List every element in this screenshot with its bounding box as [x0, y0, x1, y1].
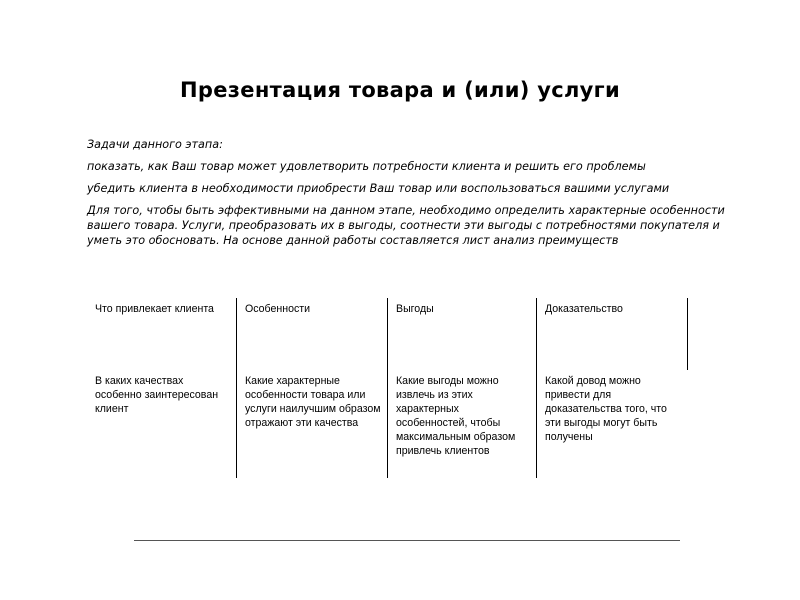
header-cell-benefits: Выгоды	[387, 298, 536, 370]
table-cell-features: Какие характерные особенности товара или услуги наилучшим образом отражают эти качества	[236, 370, 387, 478]
header-cell-client-interest: Что привлекает клиента	[95, 303, 214, 315]
header-cell-features: Особенности	[236, 298, 387, 370]
benefits-analysis-table	[87, 298, 688, 478]
body-text	[87, 137, 742, 255]
table-cell-benefits: Какие выгоды можно извлечь из этих характерных особенностей, чтобы максимальным образом привлечь клиентов	[387, 370, 536, 478]
table-cell-client-interest: В каких качествах особенно заинтересован клиент	[95, 375, 219, 415]
header-cell-proof: Доказательство	[536, 298, 688, 370]
task-item-1: показать, как Ваш товар может удовлетворить потребности клиента и решить его проблемы	[87, 160, 646, 173]
table-cell-proof: Какой довод можно привести для доказательства того, что эти выгоды могут быть получены	[536, 370, 688, 478]
tasks-heading: Задачи данного этапа:	[87, 138, 223, 151]
bottom-divider	[134, 540, 680, 541]
task-item-2: убедить клиента в необходимости приобрести Ваш товар или воспользоваться вашими услугами	[87, 182, 670, 195]
page-title: Презентация товара и (или) услуги	[180, 78, 620, 102]
body-paragraph: Для того, чтобы быть эффективными на данном этапе, необходимо определить характерные особенности вашего товара. Услуги, преобразовать их в выгоды, соотнести эти выгоды с потребностями покупателя и уметь это обосновать. На основе данной работы составляется лист анализ преимуществ	[87, 204, 725, 247]
